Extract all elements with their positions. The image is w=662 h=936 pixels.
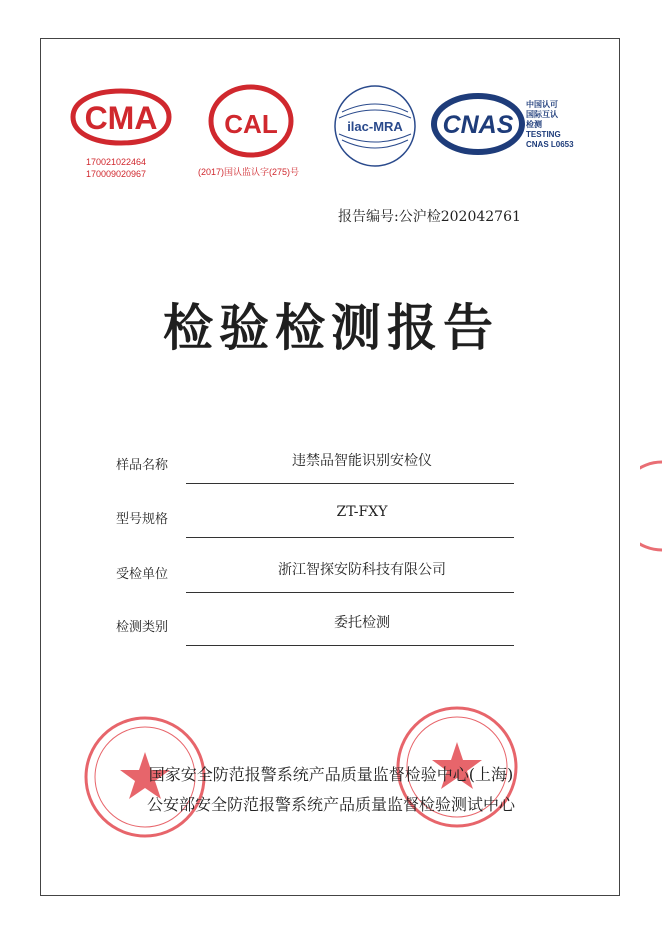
cnas-line-5: CNAS L0653: [526, 140, 574, 149]
field-line: [186, 483, 514, 484]
field-line: [186, 537, 514, 538]
ilac-mra-logo: [330, 82, 420, 170]
field-value-model: ZT-FXY: [336, 504, 388, 520]
organization-name-1: 国家安全防范报警系统产品质量监督检验中心(上海): [148, 765, 514, 784]
report-number: 报告编号:公沪检202042761: [338, 209, 521, 225]
field-label-model: 型号规格: [116, 512, 169, 527]
cma-code-2: 170009020967: [86, 169, 147, 179]
ilac-logo-text: ilac-MRA: [347, 119, 403, 134]
cal-logo-text: CAL: [224, 109, 278, 139]
cma-logo-text: CMA: [84, 100, 158, 136]
field-value-inspected-unit: 浙江智探安防科技有限公司: [278, 562, 446, 578]
cnas-logo: [430, 92, 526, 156]
cma-code-1: 170021022464: [86, 157, 147, 167]
cnas-line-1: 中国认可: [526, 100, 558, 109]
page-title: 检验检测报告: [163, 298, 499, 357]
cnas-logo-text: CNAS: [442, 111, 514, 139]
cnas-side-text: [526, 100, 574, 150]
field-label-inspected-unit: 受检单位: [116, 567, 169, 582]
edge-seal-fragment-icon: [640, 460, 662, 552]
field-line: [186, 645, 514, 646]
cnas-line-2: 国际互认: [526, 110, 558, 119]
cnas-line-4: TESTING: [526, 130, 561, 139]
field-value-test-type: 委托检测: [334, 615, 390, 631]
field-label-test-type: 检测类别: [116, 620, 169, 635]
field-label-sample-name: 样品名称: [116, 458, 169, 473]
field-value-sample-name: 违禁品智能识别安检仪: [292, 453, 432, 469]
organization-name-2: 公安部安全防范报警系统产品质量监督检验测试中心: [146, 795, 515, 814]
cal-logo: [208, 84, 294, 158]
cnas-line-3: 检测: [526, 120, 542, 129]
cal-caption: (2017)国认监认字(275)号: [198, 167, 300, 177]
field-line: [186, 592, 514, 593]
cma-logo: [70, 88, 172, 146]
